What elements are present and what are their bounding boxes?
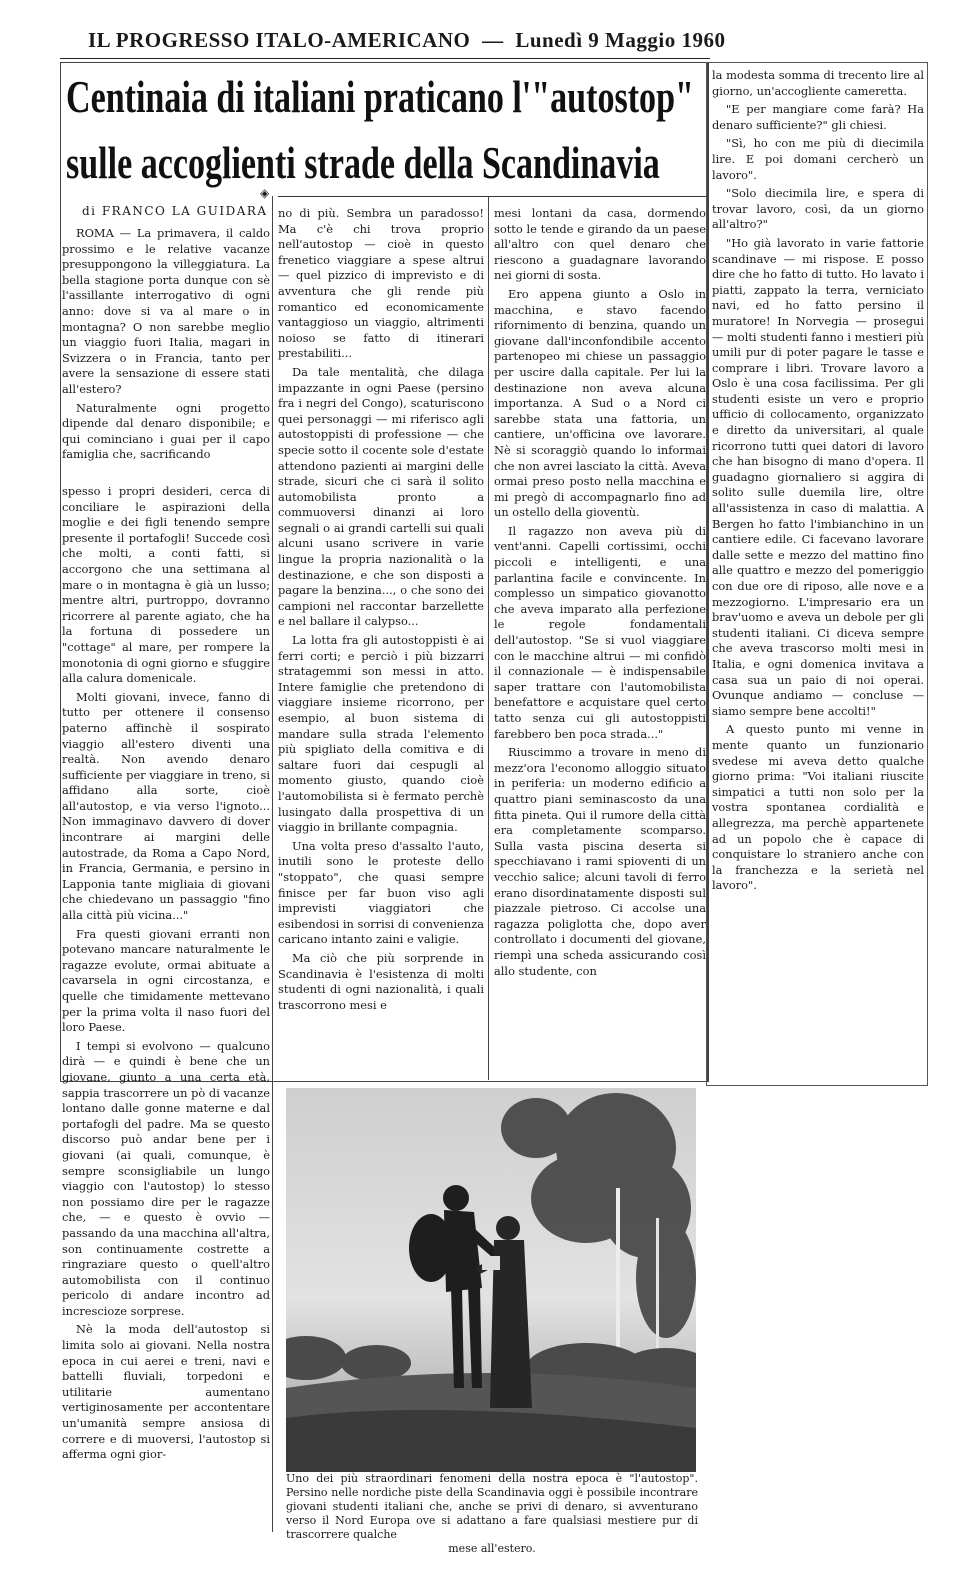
paragraph: Da tale mentalità, che dilaga impazzante in ogni Paese (persino fra i negri del Congo), scaturiscono quei personaggi — mi riferisco agli autostoppisti di professione — che specie sotto il cocente sole d'estate attendono pazienti ai margini delle strade, sicuri che ci sarà il solito automobilista pronto a commuoversi dinanzi ai loro segnali o ai grandi cartelli sui quali alcuni usano scrivere in varie lingue la propria nazionalità o la destinazione, e che son disposti a pagare la benzina..., o che sono dei campioni nel raccontar barzellette e nel ballare il calypso... [278,364,484,629]
column-1-top [62,226,270,474]
paragraph: no di più. Sembra un paradosso! Ma c'è chi trova proprio nell'autostop — cioè in questo frenetico viaggiare a spese altrui — quel pizzico di imprevisto e di avventura che gli rende più romantico ed economicamente vantaggioso un viaggio, altrimenti noioso se fatto di itinerari prestabiliti... [278,206,484,361]
headline-line-2: sulle accoglienti strade della Scandinavia [66,137,660,188]
paragraph: Ero appena giunto a Oslo in macchina, e stavo facendo rifornimento di benzina, quando un giovane dall'inconfondibile accento partenopeo mi chiese un passaggio per uscire dalla capitale. Per lui la destinazione non aveva alcuna importanza. A Sud o a Nord ci sarebbe stata una fattoria, un cantiere, un'officina ove lavorare. Nè si scoraggiò quando lo informai che non avrei lasciato la città. Aveva ormai preso posto nella macchina e mi pregò di accompagnarlo fino ad un ostello della gioventù. [494,286,706,520]
paragraph: spesso i propri desideri, cerca di conciliare le aspirazioni della moglie e dei figli tenendo sempre presente il portafogli! Succede così che molti, a conti fatti, si accorgono che una settimana al mare o in montagna è già un lusso; mentre altri, purtroppo, dovranno ricorrere al parente agiato, che ha la fortuna di possedere un "cottage" al mare, per rompere la monotonia di ogni giorno e sfuggire alla calura domenicale. [62,484,270,686]
byline: di FRANCO LA GUIDARA [82,204,268,218]
news-photo [286,1088,696,1472]
paragraph: ROMA — La primavera, il caldo prossimo e le relative vacanze presuppongono la villeggiatura. La bella stagione porta dunque con sè l'assillante interrogativo di ogni anno: dove si va al mare o in montagna? O non sarebbe meglio un viaggio fuori Italia, magari in Svizzera o in Francia, tanto per avere la sensazione di essere stati all'estero? [62,226,270,396]
headline-line-1: Centinaia di italiani praticano l'"autostop" [66,71,694,122]
paragraph: "Sì, ho con me più di diecimila lire. E poi domani cercherò un lavoro". [712,136,924,182]
masthead-rule [60,58,710,59]
photo-caption [286,1472,698,1576]
column-2 [278,206,484,1080]
masthead-dash: — [482,28,504,52]
paragraph: mesi lontani da casa, dormendo sotto le tende e girando da un paese all'altro con quel denaro che riescono a guadagnare lavorando nei giorni di sosta. [494,206,706,283]
column-top-rule [278,196,706,197]
paragraph: "Ho già lavorato in varie fattorie scandinave — mi rispose. E posso dire che ho fatto di tutto. Ho lavato i piatti, zappato la terra, verniciato navi, ed ho fatto persino il muratore! In Norvegia — prosegui — molti studenti fanno i mestieri più umili pur di poter pagare le tasse e comprare i libri. Trovare lavoro a Oslo è una cosa facilissima. Per gli studenti esiste un vero e proprio ufficio di collocamento, organizzato e diretto da universitari, al quale ricorrono tutti quei datori di lavoro che han bisogno di mano d'opera. Il guadagno giornaliero si aggira di solito sulle duemila lire, oltre all'assistenza in caso di malattia. A Bergen ho fatto l'imbianchino in un cantiere edile. Ci facevano lavorare dalle sette e mezzo del mattino fino alle quattro e mezzo del pomeriggio con due ore di riposo, alle nove e a mezzogiorno. L'impresario era un brav'uomo e aveva un debole per gli studenti italiani. Ci diceva sempre che aveva trascorso molti mesi in Italia, e ogni domenica invitava a casa sua un paio di noi operai. Ovunque andiamo — concluse — siamo sempre bene accolti!" [712,235,924,718]
map-paper [482,1256,500,1270]
paragraph: "Solo diecimila lire, e spera di trovar lavoro, così, da un giorno all'altro?" [712,186,924,232]
paragraph: Nè la moda dell'autostop si limita solo ai giovani. Nella nostra epoca in cui aerei e treni, navi e battelli fluviali, torpedoni e utilitarie aumentano vertiginosamente per accontentare un'umanità sempre ansiosa di correre e di muoversi, l'autostop si afferma ogni gior- [62,1322,270,1462]
caption-last-line: mese all'estero. [448,1542,536,1555]
paragraph: Il ragazzo non aveva più di vent'anni. Capelli cortissimi, occhi piccoli e intelligenti, e una parlantina facile e convincente. In complesso un simpatico giovanotto che aveva imparato alla perfezione le regole fondamentali dell'autostop. "Se si vuol viaggiare con le macchine altrui — mi confidò il connazionale — è indispensabile saper trattare con l'automobilista benefattore e acquistare quel certo tatto senza cui gli autostoppisti farebbero ben poca strada..." [494,523,706,741]
paragraph: Molti giovani, invece, fanno di tutto per ottenere il consenso paterno affinchè il sospirato viaggio all'estero diventi una realtà. Non avendo denaro sufficiente per viaggiare in treno, si affidano alla sorte, cioè all'autostop, e via verso l'ignoto... Non immaginavo davvero di dover incontrare ai margini delle autostrade, da Roma a Capo Nord, in Francia, Germania, e persino in Lapponia tante migliaia di giovani che chiedevano un passaggio "fino alla città più vicina..." [62,689,270,923]
paragraph: Naturalmente ogni progetto dipende dal denaro disponibile; e qui cominciano i guai per il capo famiglia che, sacrificando [62,400,270,462]
paragraph: Riuscimmo a trovare in meno di mezz'ora l'economo alloggio situato in periferia: un moderno edificio a quattro piani seminascosto da una fitta pineta. Qui il rumore della città era completamente scomparso. Sulla vasta piscina deserta si specchiavano i rami spioventi di un vecchio salice; alcuni tavoli di ferro erano disordinatamente disposti sul piazzale pietroso. Ci accolse una ragazza poliglotta che, dopo aver controllato i documenti del giovane, riempì una scheda assicurando così allo studente, con [494,745,706,978]
column-1-bottom [62,484,270,1526]
column-3 [494,206,706,1080]
caption-text: Uno dei più straordinari fenomeni della nostra epoca è "l'autostop". Persino nelle nordiche piste della Scandinavia oggi è possibile incontrare giovani studenti italiani che, anche se privi di denaro, si avventurano verso il Nord Europa ove si adattano a fare qualsiasi mestiere pur di trascorrere qualche [286,1472,698,1541]
column-divider [708,62,709,1082]
paragraph: la modesta somma di trecento lire al giorno, un'accogliente cameretta. [712,68,924,98]
paragraph: Una volta preso d'assalto l'auto, inutili sono le proteste dello "stoppato", che quasi sempre finisce per far buon viso agli imprevisti viaggiatori che esibendosi in sorrisi di convenienza caricano intanto zaini e valigie. [278,838,484,947]
paragraph: I tempi si evolvono — qualcuno dirà — e quindi è bene che un giovane, giunto a una certa età, sappia trascorrere un pò di vacanze lontano dalle gonne materne e dal portafogli del padre. Ma se questo discorso può andar bene per i giovani (ai quali, comunque, è sempre sconsigliabile un lungo viaggio con l'autostop) lo stesso non possiamo dire per le ragazze che, — e questo è ovvio — passando da una macchina all'altra, son continuamente costrette a ringraziare questo o quell'altro automobilista con il continuo pericolo di andare incontro ad increscioze sorprese. [62,1038,270,1318]
masthead [88,28,726,56]
paragraph: Ma ciò che più sorprende in Scandinavia è l'esistenza di molti studenti di ogni nazionalità, i quali trascorrono mesi e [278,950,484,1012]
column-divider [272,196,273,1532]
hitchhikers-photo [286,1088,696,1472]
paragraph: Fra questi giovani erranti non potevano mancare naturalmente le ragazze evolute, ormai abituate a cavarsela in ogni circostanza, e quelle che timidamente mettevano per la prima volta il naso fuori del loro Paese. [62,926,270,1035]
paragraph: A questo punto mi venne in mente quanto un funzionario svedese mi aveva detto qualche giorno prima: "Voi italiani riuscite simpatici a tutti non solo per la vostra spontanea cordialità e allegrezza, ma perchè appartenete ad un popolo che è capace di conquistare lo straniero anche con la franchezza e la serietà nel lavoro". [712,722,924,893]
ornament-icon: ◈ [260,186,270,200]
newspaper-name: IL PROGRESSO ITALO-AMERICANO [88,28,471,52]
paragraph: La lotta fra gli autostoppisti è ai ferri corti; e perciò i più bizzarri stratagemmi son messi in atto. Intere famiglie che pretendono di viaggiare insieme ricorrono, per esempio, al buon sistema di mandare sulla strada l'elemento più spigliato della comitiva e di saltare fuori dai cespugli al momento giusto, quando cioè l'automobilista si è fermato perchè lusingato dalla prospettiva di un viaggio in brillante compagnia. [278,633,484,835]
column-4 [712,68,924,1068]
issue-date: Lunedì 9 Maggio 1960 [515,28,726,52]
paragraph: "E per mangiare come farà? Ha denaro sufficiente?" gli chiesi. [712,102,924,132]
column-divider [488,196,489,1080]
